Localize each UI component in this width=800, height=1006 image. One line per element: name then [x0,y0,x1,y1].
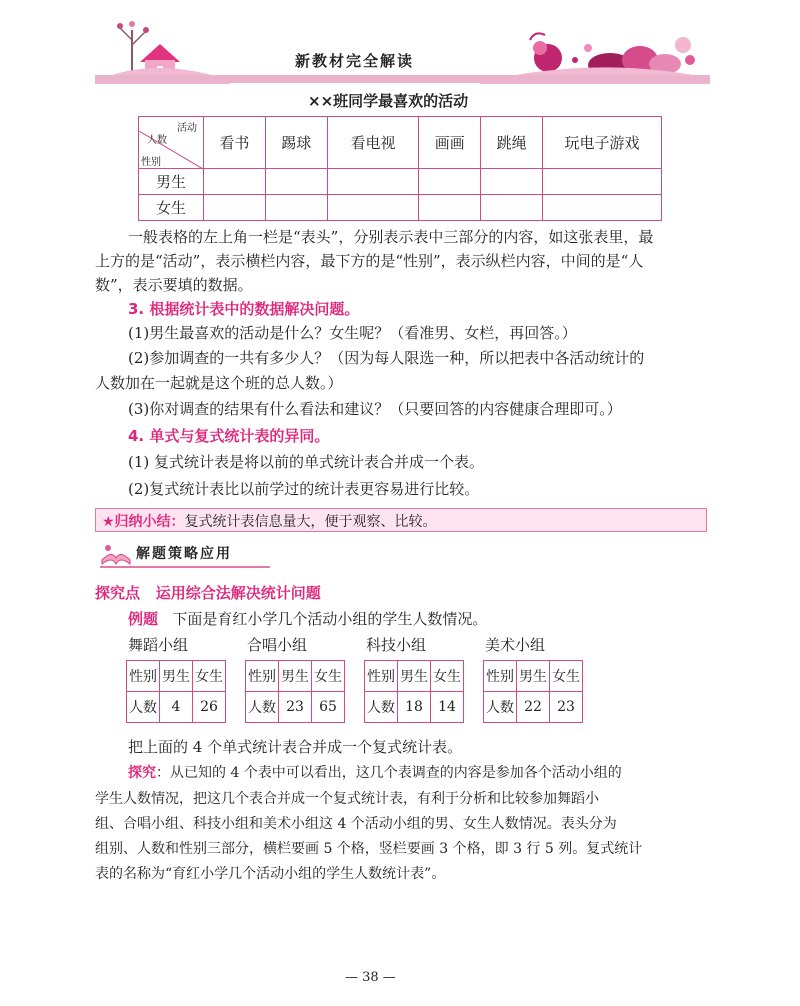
cell: 26 [193,692,226,723]
cell: 性别 [127,661,160,692]
example-text: 下面是育红小学几个活动小组的学生人数情况。 [172,610,488,628]
cell: 男生 [279,661,312,692]
cell: 人数 [246,692,279,723]
column-header: 玩电子游戏 [543,117,662,169]
page-number: — 38 — [345,970,396,985]
table-cell [327,169,419,195]
cell: 65 [312,692,345,723]
table-cell [543,169,662,195]
cell: 人数 [484,692,517,723]
analysis-line: ：从已知的 4 个表中可以看出，这几个表调查的内容是参加各个活动小组的 [156,765,622,781]
group-table-art [483,660,583,723]
corner-people: 人数 [147,135,167,146]
s3-q1: (1)男生最喜欢的活动是什么？女生呢？（看准男、女栏，再回答。） [128,324,577,342]
cell: 23 [279,692,312,723]
strategy-underline [100,566,270,568]
cell: 性别 [365,661,398,692]
table-cell [419,195,481,221]
task-text: 把上面的 4 个单式统计表合并成一个复式统计表。 [128,738,463,756]
group-table-dance [126,660,226,723]
cell: 女生 [431,661,464,692]
s3-q2a: (2)参加调查的一共有多少人？（因为每人限选一种，所以把表中各活动统计的 [128,349,645,367]
cell: 男生 [398,661,431,692]
table-cell [204,169,266,195]
section4-heading: 4. 单式与复式统计表的异同。 [128,427,330,445]
section3-heading: 3. 根据统计表中的数据解决问题。 [128,300,360,318]
strategy-heading: 解题策略应用 [136,546,232,562]
s4-p1: (1) 复式统计表是将以前的单式统计表合并成一个表。 [128,453,485,471]
column-header: 踢球 [265,117,327,169]
cell: 性别 [484,661,517,692]
group-name: 科技小组 [366,636,427,654]
para-line: 上方的是“活动”，表示横栏内容，最下方的是“性别”，表示纵栏内容，中间的是“人 [95,252,644,270]
column-header: 画画 [419,117,481,169]
cell: 23 [550,692,583,723]
cell: 22 [517,692,550,723]
cell: 女生 [312,661,345,692]
cell: 人数 [365,692,398,723]
table-cell [265,169,327,195]
summary-box [95,508,707,532]
table-cell [327,195,419,221]
table-cell [543,195,662,221]
s4-p2: (2)复式统计表比以前学过的统计表更容易进行比较。 [128,480,480,498]
table-cell [204,195,266,221]
group-name: 合唱小组 [247,636,308,654]
activity-table [138,116,662,221]
group-name: 舞蹈小组 [128,636,189,654]
table-cell [481,195,543,221]
row-header: 男生 [139,169,204,195]
para-line: 一般表格的左上角一栏是“表头”，分别表示表中三部分的内容，如这张表里，最 [128,228,654,246]
analysis-line: 学生人数情况，把这几个表合并成一个复式统计表，有利于分析和比较参加舞蹈小 [95,791,599,807]
cell: 人数 [127,692,160,723]
column-header: 跳绳 [481,117,543,169]
corner-activity: 活动 [177,123,197,134]
corner-gender: 性别 [141,157,161,168]
cell: 18 [398,692,431,723]
tree-icon [117,21,149,75]
summary-text: 复式统计表信息量大，便于观察、比较。 [184,514,437,530]
cell: 4 [160,692,193,723]
explore-text: 运用综合法解决统计问题 [155,584,321,602]
cell: 性别 [246,661,279,692]
summary-label: ★归纳小结： [102,514,185,530]
group-table-science [364,660,464,723]
s3-q2b: 人数加在一起就是这个班的总人数。） [95,374,343,392]
header-title: 新教材完全解读 [295,52,415,70]
column-header: 看书 [204,117,266,169]
table-cell [265,195,327,221]
cell: 男生 [160,661,193,692]
analysis-label: 探究 [128,765,156,781]
group-table-choir [245,660,345,723]
column-header: 看电视 [327,117,419,169]
cell: 14 [431,692,464,723]
para-line: 数”，表示要填的数据。 [95,276,253,294]
flower-icon [530,33,562,72]
cell: 女生 [193,661,226,692]
table-cell [481,169,543,195]
explore-label: 探究点 [95,584,141,602]
cell: 男生 [517,661,550,692]
analysis-line: 表的名称为“育红小学几个活动小组的学生人数统计表”。 [95,866,446,882]
table-cell [419,169,481,195]
example-label: 例题 [128,610,159,628]
table1-title: ××班同学最喜欢的活动 [308,92,469,110]
s3-q3: (3)你对调查的结果有什么看法和建议？（只要回答的内容健康合理即可。） [128,400,622,418]
header-band [95,75,710,83]
analysis-line: 组别、人数和性别三部分，横栏要画 5 个格，竖栏要画 3 个格，即 3 行 5 列。复式统计 [95,841,643,857]
table1-header-corner [139,117,204,169]
group-name: 美术小组 [485,636,546,654]
cell: 女生 [550,661,583,692]
analysis-line: 组、合唱小组、科技小组和美术小组这 4 个活动小组的男、女生人数情况。表头分为 [95,816,617,832]
row-header: 女生 [139,195,204,221]
